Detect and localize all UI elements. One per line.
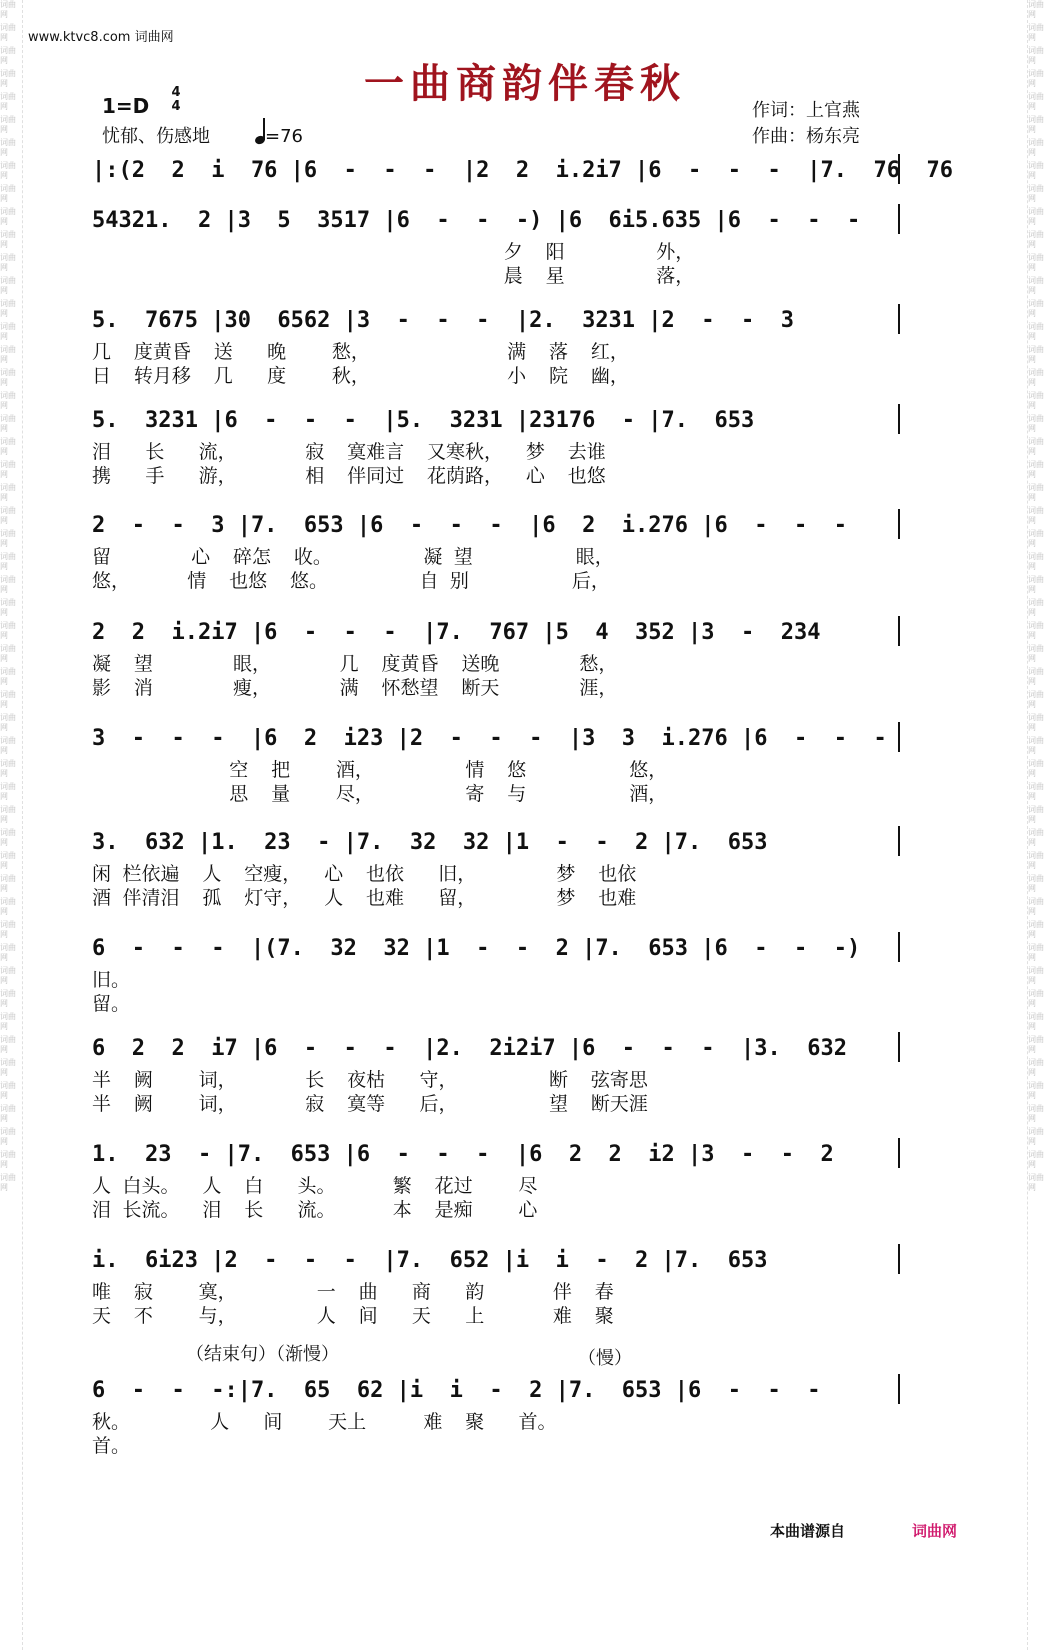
score-system xyxy=(92,1028,902,1116)
watermark-text: 词曲网 xyxy=(0,644,16,663)
lyrics-verse-2: 思 量 尽， 寄 与 酒， xyxy=(92,783,668,805)
lyrics-verse-2: 首。 xyxy=(92,1435,131,1457)
barline xyxy=(898,616,900,646)
lyrics-verse-1: 泪 长 流， 寂 寞难言 又寒秋， 梦 去谁 xyxy=(92,441,606,463)
score-system xyxy=(92,300,902,388)
expression-marking: 忧郁、伤感地 xyxy=(102,126,210,147)
credits xyxy=(752,98,860,150)
watermark-text: 词曲网 xyxy=(0,782,16,801)
lyrics-verse-2: 日 转月移 几 度 秋， 小 院 幽， xyxy=(92,365,629,387)
barline xyxy=(898,1374,900,1404)
watermark-text: 词曲网 xyxy=(0,529,16,548)
notation-text: 2 2 i.2i7 |6 - - - |7. 767 |5 4 352 |3 - 234 xyxy=(92,619,821,645)
watermark-text: 词曲网 xyxy=(1028,115,1044,134)
barline xyxy=(898,826,900,856)
watermark-text: 词曲网 xyxy=(1028,1127,1044,1146)
footer-source: 本曲谱源自 xyxy=(770,1522,846,1540)
lyrics-verse-2: 留。 xyxy=(92,993,131,1015)
notation-text: 3 - - - |6 2 i23 |2 - - - |3 3 i.276 |6 - - - xyxy=(92,725,887,751)
watermark-text: 词曲网 xyxy=(1028,391,1044,410)
notation-line xyxy=(92,1370,902,1410)
score-system xyxy=(92,822,902,910)
score-system xyxy=(92,150,953,190)
notation-line xyxy=(92,822,902,862)
watermark-text: 词曲网 xyxy=(0,483,16,502)
watermark-text: 词曲网 xyxy=(1028,966,1044,985)
watermark-text: 词曲网 xyxy=(0,1127,16,1146)
watermark-text: 词曲网 xyxy=(1028,575,1044,594)
watermark-text: 词曲网 xyxy=(0,322,16,341)
watermark-text: 词曲网 xyxy=(0,667,16,686)
lyrics-verse-1: 秋。 人 间 天上 难 聚 首。 xyxy=(92,1411,557,1433)
lyrics-verse-2: 半 阙 词， 寂 寞等 后， 望 断天涯 xyxy=(92,1093,648,1115)
watermark-text: 词曲网 xyxy=(0,1012,16,1031)
notation-text: 5. 3231 |6 - - - |5. 3231 |23176 - |7. 653 xyxy=(92,407,755,433)
watermark-text: 词曲网 xyxy=(0,552,16,571)
watermark-text: 词曲网 xyxy=(1028,506,1044,525)
lyrics-verse-1: 空 把 酒， 情 悠 悠， xyxy=(92,759,668,781)
ending-direction: （结束句）（渐慢） xyxy=(186,1344,339,1365)
watermark-text: 词曲网 xyxy=(1028,0,1044,19)
watermark-text: 词曲网 xyxy=(0,207,16,226)
watermark-text: 词曲网 xyxy=(1028,1035,1044,1054)
watermark-text: 词曲网 xyxy=(1028,874,1044,893)
score-system xyxy=(92,612,902,700)
notation-text: 5. 7675 |30 6562 |3 - - - |2. 3231 |2 - - 3 xyxy=(92,307,794,333)
composer: 作曲：杨东亮 xyxy=(752,126,860,147)
score-system xyxy=(92,1370,902,1458)
watermark-text: 词曲网 xyxy=(0,506,16,525)
watermark-text: 词曲网 xyxy=(1028,989,1044,1008)
watermark-text: 词曲网 xyxy=(1028,1081,1044,1100)
watermark-text: 词曲网 xyxy=(0,391,16,410)
key-signature: 1=D xyxy=(102,94,150,118)
barline xyxy=(898,1244,900,1274)
tempo-marking xyxy=(255,118,303,147)
score-system xyxy=(92,200,902,288)
lyrics-verse-1: 凝 望 眼， 几 度黄昏 送晚 愁， xyxy=(92,653,618,675)
notation-text: i. 6i23 |2 - - - |7. 652 |i i - 2 |7. 653 xyxy=(92,1247,768,1273)
lyrics-verse-1: 旧。 xyxy=(92,969,131,991)
left-watermark-strip xyxy=(0,0,23,1650)
watermark-text: 词曲网 xyxy=(0,1035,16,1054)
watermark-text: 词曲网 xyxy=(0,920,16,939)
lyrics-verse-1: 唯 寂 寞， 一 曲 商 韵 伴 春 xyxy=(92,1281,614,1303)
watermark-text: 词曲网 xyxy=(0,874,16,893)
watermark-text: 词曲网 xyxy=(1028,920,1044,939)
watermark-text: 词曲网 xyxy=(1028,345,1044,364)
lyricist: 作词：上官燕 xyxy=(752,100,860,121)
score-system xyxy=(92,718,902,806)
watermark-text: 词曲网 xyxy=(0,368,16,387)
score-system xyxy=(92,505,902,593)
lyrics-verse-1: 半 阙 词， 长 夜枯 守， 断 弦寄思 xyxy=(92,1069,648,1091)
watermark-text: 词曲网 xyxy=(1028,621,1044,640)
lyrics-verse-2: 影 消 瘦， 满 怀愁望 断天 涯， xyxy=(92,677,618,699)
watermark-text: 词曲网 xyxy=(0,299,16,318)
notation-line xyxy=(92,300,902,340)
notation-line xyxy=(92,400,902,440)
watermark-text: 词曲网 xyxy=(0,161,16,180)
time-signature-bottom: 4 xyxy=(171,99,181,114)
watermark-text: 词曲网 xyxy=(0,115,16,134)
lyrics-verse-2: 天 不 与， 人 间 天 上 难 聚 xyxy=(92,1305,614,1327)
watermark-text: 词曲网 xyxy=(1028,1058,1044,1077)
lyrics-verse-1: 夕 阳 外， xyxy=(92,241,695,263)
watermark-text: 词曲网 xyxy=(0,1173,16,1192)
lyrics-verse-2: 酒 伴清泪 孤 灯守， 人 也难 留， 梦 也难 xyxy=(92,887,637,909)
lyrics-verse-1: 留 心 碎怎 收。 凝 望 眼， xyxy=(92,546,614,568)
watermark-text: 词曲网 xyxy=(1028,23,1044,42)
notation-text: 6 - - - |(7. 32 32 |1 - - 2 |7. 653 |6 - - -) xyxy=(92,935,861,961)
notation-line xyxy=(92,718,902,758)
site-url: www.ktvc8.com 词曲网 xyxy=(28,30,174,45)
barline xyxy=(898,1032,900,1062)
lyrics-verse-2: 携 手 游， 相 伴同过 花荫路， 心 也悠 xyxy=(92,465,606,487)
notation-text: 6 2 2 i7 |6 - - - |2. 2i2i7 |6 - - - |3. 632 xyxy=(92,1035,847,1061)
watermark-text: 词曲网 xyxy=(1028,138,1044,157)
watermark-text: 词曲网 xyxy=(1028,529,1044,548)
watermark-text: 词曲网 xyxy=(1028,1150,1044,1169)
watermark-text: 词曲网 xyxy=(0,759,16,778)
notation-text: 2 - - 3 |7. 653 |6 - - - |6 2 i.276 |6 - - - xyxy=(92,512,847,538)
notation-line xyxy=(92,612,902,652)
watermark-text: 词曲网 xyxy=(1028,460,1044,479)
watermark-text: 词曲网 xyxy=(1028,253,1044,272)
watermark-text: 词曲网 xyxy=(0,69,16,88)
watermark-text: 词曲网 xyxy=(0,184,16,203)
watermark-text: 词曲网 xyxy=(1028,46,1044,65)
lyrics-verse-2: 悠， 情 也悠 悠。 自 别 后， xyxy=(92,570,610,592)
watermark-text: 词曲网 xyxy=(0,598,16,617)
watermark-text: 词曲网 xyxy=(0,437,16,456)
notation-line xyxy=(92,1134,902,1174)
watermark-text: 词曲网 xyxy=(0,966,16,985)
lyrics-verse-1: 人 白头。 人 白 头。 繁 花过 尽 xyxy=(92,1175,538,1197)
tempo-value: =76 xyxy=(265,126,303,147)
barline xyxy=(898,932,900,962)
watermark-text: 词曲网 xyxy=(0,414,16,433)
barline xyxy=(898,404,900,434)
barline xyxy=(898,154,900,184)
watermark-text: 词曲网 xyxy=(0,253,16,272)
notation-line xyxy=(92,1240,902,1280)
lyrics-verse-1: 闲 栏依遍 人 空瘦， 心 也依 旧， 梦 也依 xyxy=(92,863,637,885)
time-signature xyxy=(170,86,182,114)
watermark-text: 词曲网 xyxy=(1028,782,1044,801)
watermark-text: 词曲网 xyxy=(1028,552,1044,571)
watermark-text: 词曲网 xyxy=(1028,667,1044,686)
watermark-text: 词曲网 xyxy=(0,1081,16,1100)
watermark-text: 词曲网 xyxy=(1028,92,1044,111)
watermark-text: 词曲网 xyxy=(0,621,16,640)
watermark-text: 词曲网 xyxy=(1028,897,1044,916)
watermark-text: 词曲网 xyxy=(0,92,16,111)
watermark-text: 词曲网 xyxy=(1028,690,1044,709)
footer-logo: 词曲网 xyxy=(912,1522,958,1540)
barline xyxy=(898,1138,900,1168)
notation-text: 6 - - -:|7. 65 62 |i i - 2 |7. 653 |6 - - - xyxy=(92,1377,821,1403)
watermark-text: 词曲网 xyxy=(0,1150,16,1169)
watermark-text: 词曲网 xyxy=(1028,759,1044,778)
score-system xyxy=(92,928,902,1016)
watermark-text: 词曲网 xyxy=(0,276,16,295)
watermark-text: 词曲网 xyxy=(0,1104,16,1123)
watermark-text: 词曲网 xyxy=(1028,184,1044,203)
barline xyxy=(898,509,900,539)
slow-direction: （慢） xyxy=(578,1348,632,1369)
watermark-text: 词曲网 xyxy=(1028,713,1044,732)
notation-line xyxy=(92,928,902,968)
watermark-text: 词曲网 xyxy=(0,230,16,249)
watermark-text: 词曲网 xyxy=(0,46,16,65)
watermark-text: 词曲网 xyxy=(1028,1104,1044,1123)
watermark-text: 词曲网 xyxy=(1028,322,1044,341)
watermark-text: 词曲网 xyxy=(0,828,16,847)
watermark-text: 词曲网 xyxy=(1028,483,1044,502)
notation-text: |:(2 2 i 76 |6 - - - |2 2 i.2i7 |6 - - - |7. 76 76 xyxy=(92,157,953,183)
barline xyxy=(898,722,900,752)
watermark-text: 词曲网 xyxy=(1028,207,1044,226)
watermark-text: 词曲网 xyxy=(0,1058,16,1077)
watermark-text: 词曲网 xyxy=(1028,276,1044,295)
watermark-text: 词曲网 xyxy=(1028,598,1044,617)
watermark-text: 词曲网 xyxy=(0,690,16,709)
watermark-text: 词曲网 xyxy=(1028,851,1044,870)
watermark-text: 词曲网 xyxy=(0,943,16,962)
barline xyxy=(898,304,900,334)
lyrics-verse-1: 几 度黄昏 送 晚 愁， 满 落 红， xyxy=(92,341,629,363)
score-system xyxy=(92,1134,902,1222)
watermark-text: 词曲网 xyxy=(1028,69,1044,88)
score-system xyxy=(92,1240,902,1328)
notation-line xyxy=(92,505,902,545)
watermark-text: 词曲网 xyxy=(0,460,16,479)
watermark-text: 词曲网 xyxy=(1028,828,1044,847)
watermark-text: 词曲网 xyxy=(1028,368,1044,387)
notation-line xyxy=(92,150,953,190)
watermark-text: 词曲网 xyxy=(1028,943,1044,962)
watermark-text: 词曲网 xyxy=(0,897,16,916)
lyrics-verse-2: 泪 长流。 泪 长 流。 本 是痴 心 xyxy=(92,1199,538,1221)
time-signature-top: 4 xyxy=(171,85,181,100)
watermark-text: 词曲网 xyxy=(0,736,16,755)
watermark-text: 词曲网 xyxy=(1028,161,1044,180)
watermark-text: 词曲网 xyxy=(1028,736,1044,755)
song-title: 一曲商韵伴春秋 xyxy=(364,60,686,107)
watermark-text: 词曲网 xyxy=(1028,230,1044,249)
watermark-text: 词曲网 xyxy=(0,713,16,732)
barline xyxy=(898,204,900,234)
watermark-text: 词曲网 xyxy=(0,138,16,157)
watermark-text: 词曲网 xyxy=(0,851,16,870)
watermark-text: 词曲网 xyxy=(0,0,16,19)
notation-text: 3. 632 |1. 23 - |7. 32 32 |1 - - 2 |7. 653 xyxy=(92,829,768,855)
watermark-text: 词曲网 xyxy=(1028,1173,1044,1192)
watermark-text: 词曲网 xyxy=(1028,437,1044,456)
watermark-text: 词曲网 xyxy=(0,989,16,1008)
watermark-text: 词曲网 xyxy=(1028,644,1044,663)
notation-line xyxy=(92,1028,902,1068)
watermark-text: 词曲网 xyxy=(1028,805,1044,824)
watermark-text: 词曲网 xyxy=(1028,1012,1044,1031)
lyrics-verse-2: 晨 星 落， xyxy=(92,265,695,287)
watermark-text: 词曲网 xyxy=(0,345,16,364)
notation-text: 1. 23 - |7. 653 |6 - - - |6 2 2 i2 |3 - - 2 xyxy=(92,1141,834,1167)
notation-line xyxy=(92,200,902,240)
score-system xyxy=(92,400,902,488)
right-watermark-strip xyxy=(1027,0,1050,1650)
watermark-text: 词曲网 xyxy=(0,23,16,42)
watermark-text: 词曲网 xyxy=(1028,299,1044,318)
watermark-text: 词曲网 xyxy=(1028,414,1044,433)
watermark-text: 词曲网 xyxy=(0,805,16,824)
notation-text: 54321. 2 |3 5 3517 |6 - - -) |6 6i5.635 |6 - - - xyxy=(92,207,861,233)
watermark-text: 词曲网 xyxy=(0,575,16,594)
